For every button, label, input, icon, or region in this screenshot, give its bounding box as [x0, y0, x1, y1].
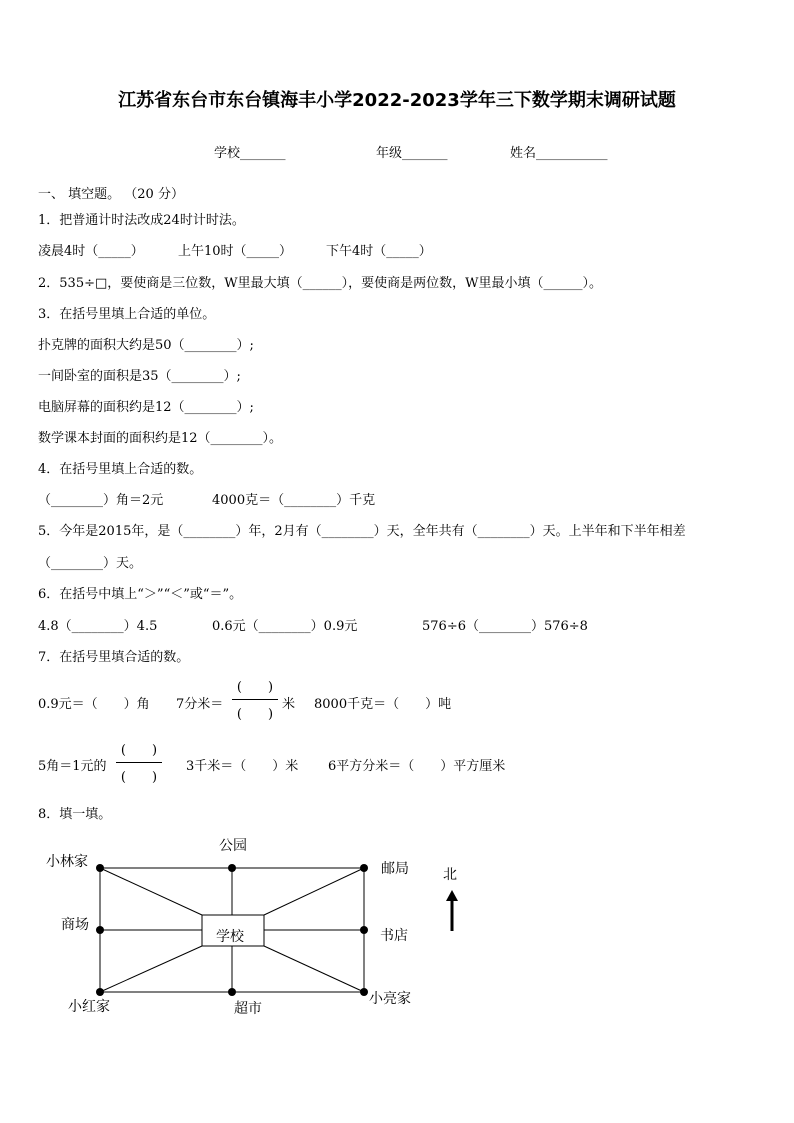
label-bookstore: 书店: [380, 928, 408, 944]
map-road-xiaohong-school: [100, 946, 202, 992]
q3-item-b: 一间卧室的面积是35（________）;: [38, 369, 241, 384]
point-xiaolin: [96, 864, 104, 872]
point-xiaoliang: [360, 988, 368, 996]
label-north: 北: [443, 867, 457, 883]
point-mall: [96, 926, 104, 934]
point-post: [360, 864, 368, 872]
map-road-xiaolin-school: [100, 868, 202, 915]
question-5-line1: 5．今年是2015年，是（________）年，2月有（________）天，全年共有（________）天。上半年和下半年相差: [38, 524, 686, 539]
q3-item-d: 数学课本封面的面积约是12（________）。: [38, 431, 283, 446]
q6-item-c: 576÷6（________）576÷8: [422, 619, 588, 634]
q1-item-c: 下午4时（_____）: [326, 244, 432, 259]
q4-item-a: （________）角＝2元: [38, 493, 164, 508]
label-school: 学校: [216, 929, 244, 945]
q3-item-c: 电脑屏幕的面积约是12（________）;: [38, 400, 254, 415]
q6-item-a: 4.8（________）4.5: [38, 619, 158, 634]
q7-fraction2-denominator: ( ): [120, 770, 158, 785]
label-xiaohong: 小红家: [68, 999, 110, 1015]
point-supermarket: [228, 988, 236, 996]
question-5-line2: （________）天。: [38, 556, 143, 571]
q7-item-f: 6平方分米＝（ ）平方厘米: [328, 759, 506, 774]
point-xiaohong: [96, 988, 104, 996]
label-park: 公园: [219, 838, 247, 854]
question-1: 1．把普通计时法改成24时计时法。: [38, 213, 245, 228]
question-4: 4．在括号里填上合适的数。: [38, 462, 203, 477]
q7-fraction2-numerator: ( ): [120, 743, 158, 758]
label-supermarket: 超市: [234, 1001, 262, 1017]
page-title: 江苏省东台市东台镇海丰小学2022-2023学年三下数学期末调研试题: [118, 90, 676, 111]
school-field: 学校_______: [214, 146, 286, 161]
q1-item-b: 上午10时（_____）: [178, 244, 293, 259]
q7-item-b-suffix: 米: [282, 697, 296, 712]
q7-item-d-prefix: 5角＝1元的: [38, 759, 107, 774]
q7-item-a: 0.9元＝（ ）角: [38, 697, 150, 712]
point-park: [228, 864, 236, 872]
label-xiaoliang: 小亮家: [369, 991, 411, 1007]
north-arrow-icon: [446, 890, 458, 931]
question-2: 2．535÷□，要使商是三位数，W里最大填（______），要使商是两位数，W里最小填（______）。: [38, 276, 602, 291]
section-heading: 一、 填空题。 （20 分）: [38, 187, 184, 202]
point-bookstore: [360, 926, 368, 934]
map-road-xiaoliang-school: [264, 946, 364, 992]
question-8: 8．填一填。: [38, 807, 112, 822]
question-7: 7．在括号里填合适的数。: [38, 650, 190, 665]
label-post: 邮局: [381, 861, 409, 877]
q7-item-c: 8000千克＝（ ）吨: [314, 697, 452, 712]
name-field: 姓名___________: [510, 146, 608, 161]
q7-item-e: 3千米＝（ ）米: [186, 759, 299, 774]
q7-fraction-numerator: ( ): [236, 680, 274, 695]
q3-item-a: 扑克牌的面积大约是50（________）;: [38, 338, 254, 353]
grade-field: 年级_______: [376, 146, 448, 161]
q7-item-b-prefix: 7分米＝: [176, 697, 224, 712]
question-6: 6．在括号中填上“＞”“＜”或“＝”。: [38, 587, 243, 602]
label-xiaolin: 小林家: [46, 854, 88, 870]
label-mall: 商场: [61, 917, 89, 933]
question-3: 3．在括号里填上合适的单位。: [38, 307, 216, 322]
q6-item-b: 0.6元（________）0.9元: [212, 619, 358, 634]
q1-item-a: 凌晨4时（_____）: [38, 244, 144, 259]
q7-fraction-denominator: ( ): [236, 707, 274, 722]
map-road-post-school: [264, 868, 364, 915]
q4-item-b: 4000克＝（________）千克: [212, 493, 376, 508]
